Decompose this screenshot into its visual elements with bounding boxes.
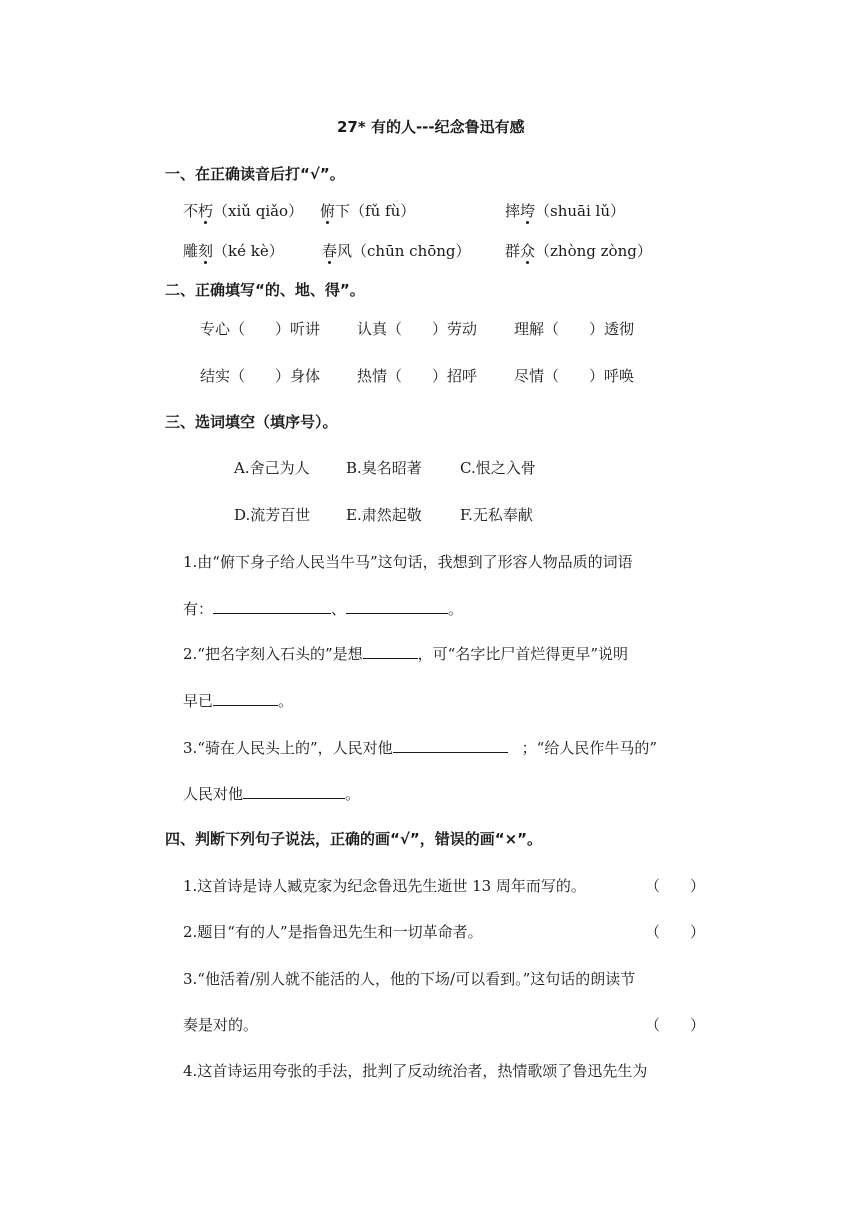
answer-blank[interactable] bbox=[213, 690, 278, 706]
judge-bracket[interactable]: （ ） bbox=[645, 923, 706, 941]
question-1-line-2: 有： 、 。 bbox=[183, 600, 464, 618]
pinyin-item-5: 春风（chūn chōng） bbox=[322, 242, 471, 260]
option-b: B.臭名昭著 bbox=[346, 459, 422, 477]
question-1-line-1: 1.由“俯下身子给人民当牛马”这句话，我想到了形容人物品质的词语 bbox=[183, 553, 633, 571]
answer-blank[interactable] bbox=[243, 783, 345, 799]
question-2-line-1: 2.“把名字刻入石头的”是想 ，可“名字比尸首烂得更早”说明 bbox=[183, 645, 628, 663]
pinyin-options: （shuāi lǔ） bbox=[535, 202, 626, 220]
judge-bracket[interactable]: （ ） bbox=[645, 1016, 706, 1034]
pinyin-options: （fǔ fù） bbox=[350, 202, 416, 220]
option-d: D.流芳百世 bbox=[234, 506, 311, 524]
question-3-line-1: 3.“骑在人民头上的”，人民对他 ；“给人民作牛马的” bbox=[183, 739, 657, 757]
question-2-line-2: 早已 。 bbox=[183, 692, 294, 710]
pinyin-item-3: 摔垮（shuāi lǔ） bbox=[505, 202, 626, 220]
section-3-heading: 三、选词填空（填序号）。 bbox=[165, 413, 338, 431]
pinyin-item-4: 雕刻（ké kè） bbox=[183, 242, 284, 260]
dotted-char: 俯 bbox=[320, 202, 336, 220]
fill-item: 认真（ ）劳动 bbox=[357, 320, 478, 338]
statement-2: 2.题目“有的人”是指鲁迅先生和一切革命者。 bbox=[183, 923, 483, 941]
fill-item: 热情（ ）招呼 bbox=[357, 367, 478, 385]
dotted-char: 刻 bbox=[198, 242, 214, 260]
pinyin-options: （chūn chōng） bbox=[352, 242, 471, 260]
option-a: A.舍己为人 bbox=[234, 459, 310, 477]
answer-blank[interactable] bbox=[346, 598, 448, 614]
statement-1: 1.这首诗是诗人臧克家为纪念鲁迅先生逝世 13 周年而写的。 bbox=[183, 877, 586, 895]
fill-item: 专心（ ）听讲 bbox=[200, 320, 321, 338]
section-2-heading: 二、正确填写“的、地、得”。 bbox=[165, 281, 365, 299]
pinyin-options: （ké kè） bbox=[213, 242, 284, 260]
fill-item: 尽情（ ）呼唤 bbox=[514, 367, 635, 385]
pinyin-item-2: 俯下（fǔ fù） bbox=[320, 202, 416, 220]
fill-item: 理解（ ）透彻 bbox=[514, 320, 635, 338]
dotted-char: 春 bbox=[322, 242, 338, 260]
section-4-heading: 四、判断下列句子说法，正确的画“√”，错误的画“×”。 bbox=[165, 830, 543, 848]
option-c: C.恨之入骨 bbox=[460, 459, 536, 477]
pinyin-options: （xiǔ qiǎo） bbox=[213, 202, 304, 220]
answer-blank[interactable] bbox=[393, 737, 508, 753]
section-1-heading: 一、在正确读音后打“√”。 bbox=[165, 165, 345, 183]
dotted-char: 众 bbox=[520, 242, 536, 260]
statement-3-line-1: 3.“他活着/别人就不能活的人，他的下场/可以看到。”这句话的朗读节 bbox=[183, 970, 636, 988]
option-e: E.肃然起敬 bbox=[346, 506, 422, 524]
answer-blank[interactable] bbox=[213, 598, 331, 614]
pinyin-options: （zhòng zòng） bbox=[535, 242, 652, 260]
page-title: 27* 有的人---纪念鲁迅有感 bbox=[337, 118, 525, 136]
dotted-char: 朽 bbox=[198, 202, 214, 220]
dotted-char: 垮 bbox=[520, 202, 536, 220]
answer-blank[interactable] bbox=[363, 643, 418, 659]
statement-3-line-2: 奏是对的。 bbox=[183, 1016, 259, 1034]
statement-4-line-1: 4.这首诗运用夸张的手法，批判了反动统治者，热情歌颂了鲁迅先生为 bbox=[183, 1062, 648, 1080]
question-3-line-2: 人民对他 。 bbox=[183, 785, 361, 803]
judge-bracket[interactable]: （ ） bbox=[645, 877, 706, 895]
option-f: F.无私奉献 bbox=[460, 506, 533, 524]
fill-item: 结实（ ）身体 bbox=[200, 367, 321, 385]
pinyin-item-1: 不朽（xiǔ qiǎo） bbox=[183, 202, 304, 220]
pinyin-item-6: 群众（zhòng zòng） bbox=[505, 242, 652, 260]
